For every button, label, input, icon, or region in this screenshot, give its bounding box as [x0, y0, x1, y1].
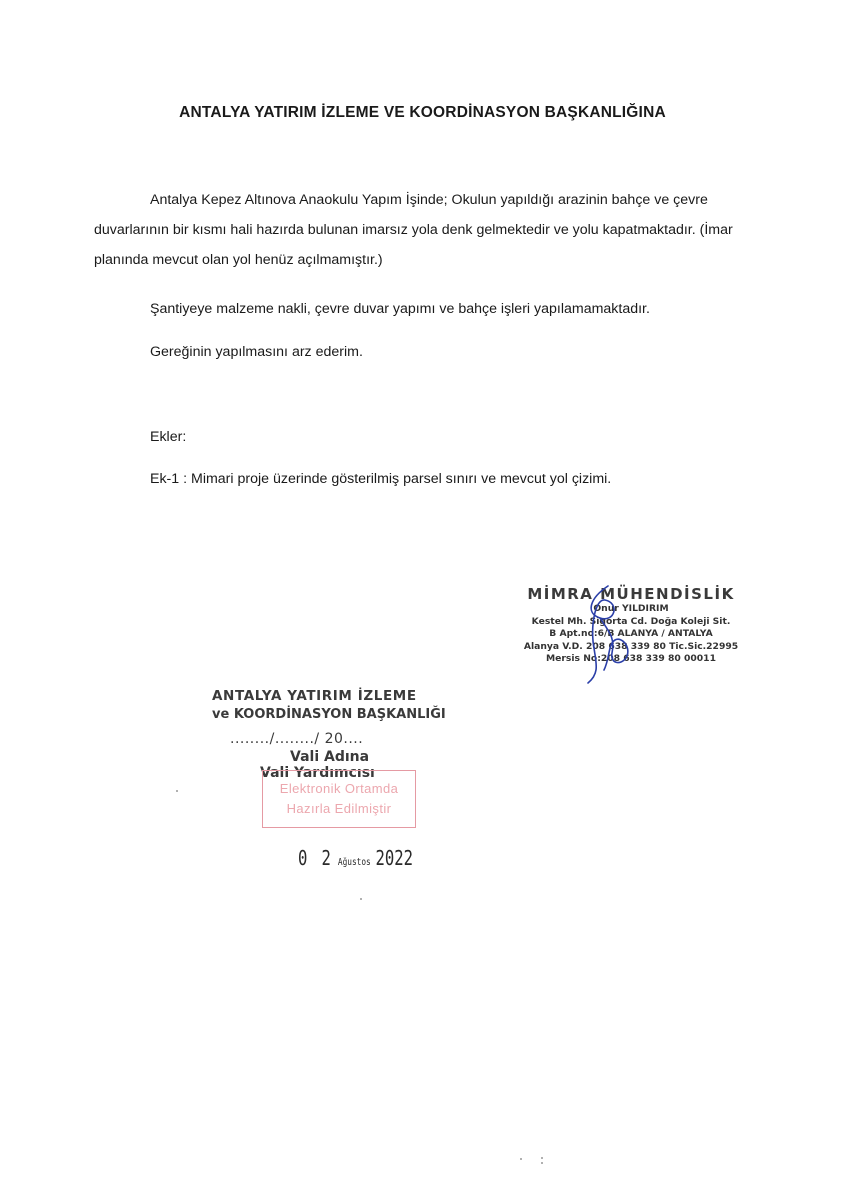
electronic-stamp-line1: Elektronik Ortamda	[279, 781, 399, 796]
scan-speck	[541, 1162, 543, 1164]
scan-speck	[520, 1158, 522, 1160]
paragraph-request: Gereğinin yapılmasını arz ederim.	[150, 344, 363, 360]
date-day: 0 2	[298, 846, 334, 870]
signature-scribble	[560, 578, 650, 688]
office-date-line: ......../......../ 20....	[230, 731, 364, 747]
attachments-label: Ekler:	[150, 429, 187, 445]
company-address-line1: Kestel Mh. Sigorta Cd. Doğa Koleji Sit.	[531, 615, 731, 627]
company-address-line2: B Apt.no:6/B ALANYA / ANTALYA	[549, 628, 713, 639]
date-stamp	[298, 846, 413, 870]
electronic-stamp-line2: Hazırla Edilmiştir	[286, 801, 392, 816]
date-year: 2022	[375, 846, 414, 870]
attachment-item: Ek-1 : Mimari proje üzerinde gösterilmiş parsel sınırı ve mevcut yol çizimi.	[150, 471, 612, 487]
paragraph-site-issues: Şantiyeye malzeme nakli, çevre duvar yapımı ve bahçe işleri yapılamamaktadır.	[150, 301, 650, 317]
date-month: Ağustos	[337, 857, 371, 868]
office-name-line1: ANTALYA YATIRIM İZLEME	[212, 688, 417, 704]
letter-title: ANTALYA YATIRIM İZLEME VE KOORDİNASYON BAŞKANLIĞINA	[179, 104, 666, 121]
company-tax-info: Alanya V.D. 208 638 339 80 Tic.Sic.22995	[523, 640, 739, 652]
paragraph-main: Antalya Kepez Altınova Anaokulu Yapım İşinde; Okulun yapıldığı arazinin bahçe ve çevre duvarlarının bir kısmı hali hazırda bulunan imarsız yola denk gelmektedir ve yolu kapatmaktadır. (İmar planında mevcut olan yol henüz açılmamıştır.)	[94, 192, 733, 268]
scan-speck	[176, 790, 178, 792]
company-mersis: Mersis No:208 638 339 80 00011	[546, 653, 716, 664]
deputy-governor-line: Vali Yardımcısı	[260, 765, 375, 781]
electronic-approval-stamp	[262, 770, 416, 828]
scan-speck	[360, 898, 362, 900]
governor-line: Vali Adına	[290, 749, 370, 765]
scan-speck	[541, 1157, 543, 1159]
company-name: MİMRA MÜHENDİSLİK	[527, 585, 735, 603]
signer-name: Onur YILDIRIM	[593, 603, 669, 614]
office-name-line2: ve KOORDİNASYON BAŞKANLIĞI	[212, 707, 446, 722]
